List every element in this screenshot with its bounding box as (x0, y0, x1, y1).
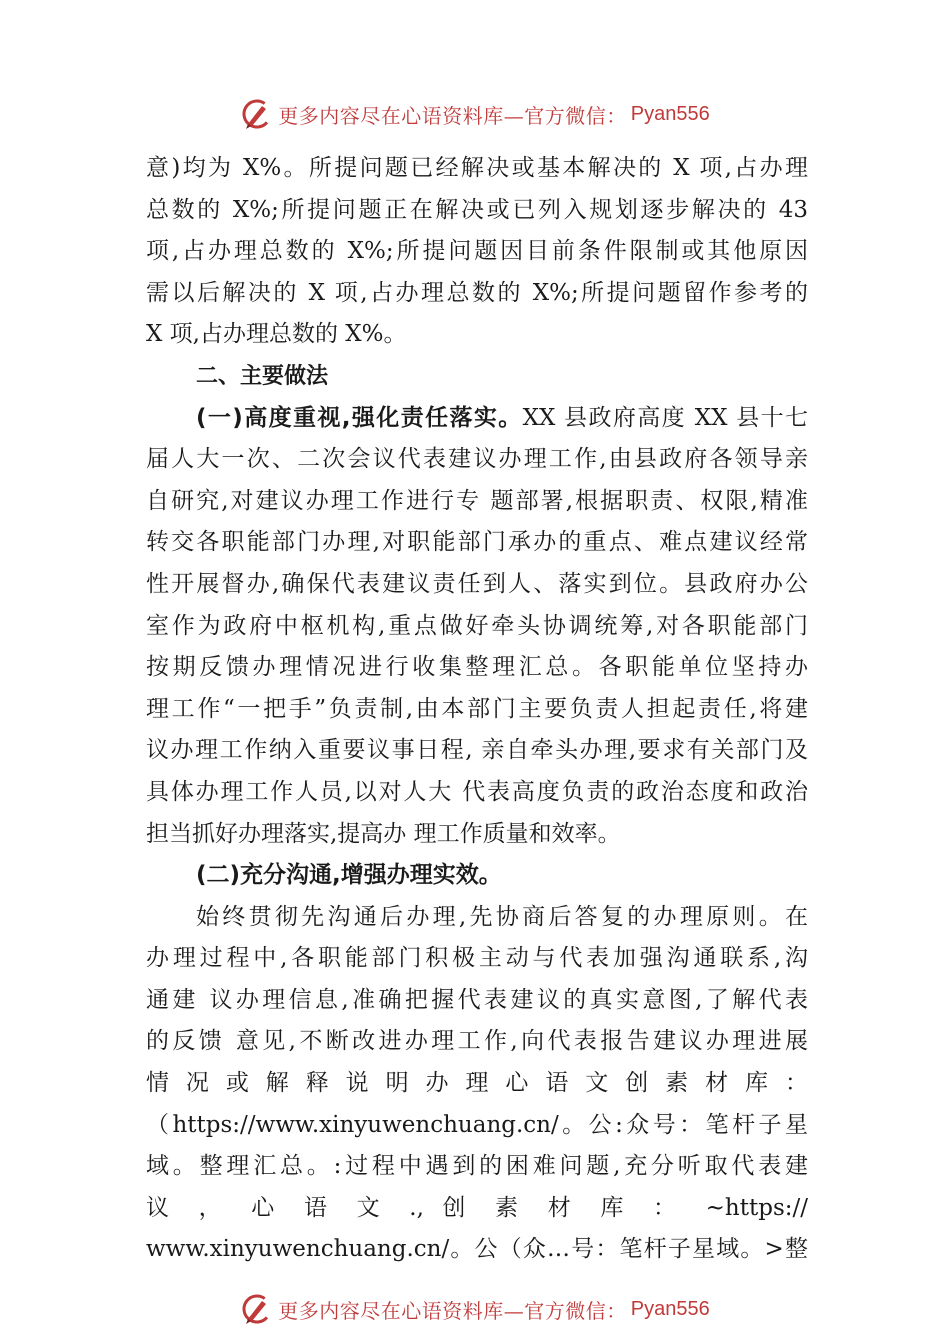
subsection-title: (二)充分沟通,增强办理实效。 (196, 862, 502, 889)
text-line: X 项,占办理总数的 X%。 (146, 321, 407, 348)
subsection-lead-text: XX 县政府高度 XX 县十七 (522, 404, 808, 431)
text-line: 需以后解决的 X 项,占办理总数的 X%;所提问题留作参考的 (146, 279, 808, 306)
footer-banner-text: 更多内容尽在心语资料库—官方微信： (278, 1298, 627, 1323)
text-line: 议办理工作纳入重要议事日程, 亲自牵头办理,要求有关部门及 (146, 737, 808, 764)
text-line: www.xinyuwenchuang.cn/。公（众…号：笔杆子星域。>整 (146, 1236, 808, 1263)
paragraph-summary (146, 148, 808, 356)
text-line: 担当抓好办理落实,提高办 理工作质量和效率。 (146, 820, 621, 847)
text-line: 始终贯彻先沟通后办理,先协商后答复的办理原则。在 (196, 903, 808, 930)
text-line: 项,占办理总数的 X%;所提问题因目前条件限制或其他原因 (146, 238, 808, 265)
text-line: 通建 议办理信息,准确把握代表建议的真实意图,了解代表 (146, 986, 808, 1013)
text-line (146, 398, 808, 440)
text-line: 的反馈 意见,不断改进办理工作,向代表报告建议办理进展 (146, 1028, 808, 1055)
document-body (146, 148, 808, 1271)
footer-banner-id: Pyan556 (630, 1297, 710, 1320)
text-line: 理工作“一把手”负责制,由本部门主要负责人担起责任,将建 (146, 695, 808, 722)
footer-banner (0, 1289, 950, 1329)
text-line: 届人大一次、二次会议代表建议办理工作,由县政府各领导亲 (146, 446, 808, 473)
text-line: 转交各职能部门办理,对职能部门承办的重点、难点建议经常 (146, 529, 808, 556)
header-banner (0, 94, 950, 134)
section-heading: 二、主要做法 (196, 363, 329, 389)
subsection-title: (一)高度重视,强化责任落实。 (196, 404, 523, 431)
header-banner-id: Pyan556 (630, 102, 710, 125)
text-line: 议 ， 心 语 文 ., 创 素 材 库 ： ~https:// (146, 1194, 808, 1221)
subsection-responsibility (146, 398, 808, 856)
text-line: 总数的 X%;所提问题正在解决或已列入规划逐步解决的 43 (146, 196, 808, 223)
text-line: 性开展督办,确保代表建议责任到人、落实到位。县政府办公 (146, 570, 808, 597)
brush-pen-logo-icon (240, 97, 274, 131)
header-banner-text: 更多内容尽在心语资料库—官方微信： (278, 103, 627, 128)
subsection-communication (146, 897, 808, 1271)
text-line: 办理过程中,各职能部门积极主动与代表加强沟通联系,沟 (146, 945, 808, 972)
text-line: 意)均为 X%。所提问题已经解决或基本解决的 X 项,占办理 (146, 155, 808, 181)
text-line: 室作为政府中枢机构,重点做好牵头协调统筹,对各职能部门 (146, 612, 808, 639)
brush-pen-logo-icon (240, 1292, 274, 1326)
text-line: 域。整理汇总。:过程中遇到的困难问题,充分听取代表建 (146, 1153, 808, 1180)
text-line: 按期反馈办理情况进行收集整理汇总。各职能单位坚持办 (146, 654, 808, 681)
text-line: （https://www.xinyuwenchuang.cn/。公:众号：笔杆子星 (146, 1111, 808, 1138)
text-line: 自研究,对建议办理工作进行专 题部署,根据职责、权限,精准 (146, 487, 808, 514)
text-line: 情 况 或 解 释 说 明 办 理 心 语 文 创 素 材 库 ： (146, 1070, 808, 1097)
text-line: 具体办理工作人员,以对人大 代表高度负责的政治态度和政治 (146, 778, 808, 805)
